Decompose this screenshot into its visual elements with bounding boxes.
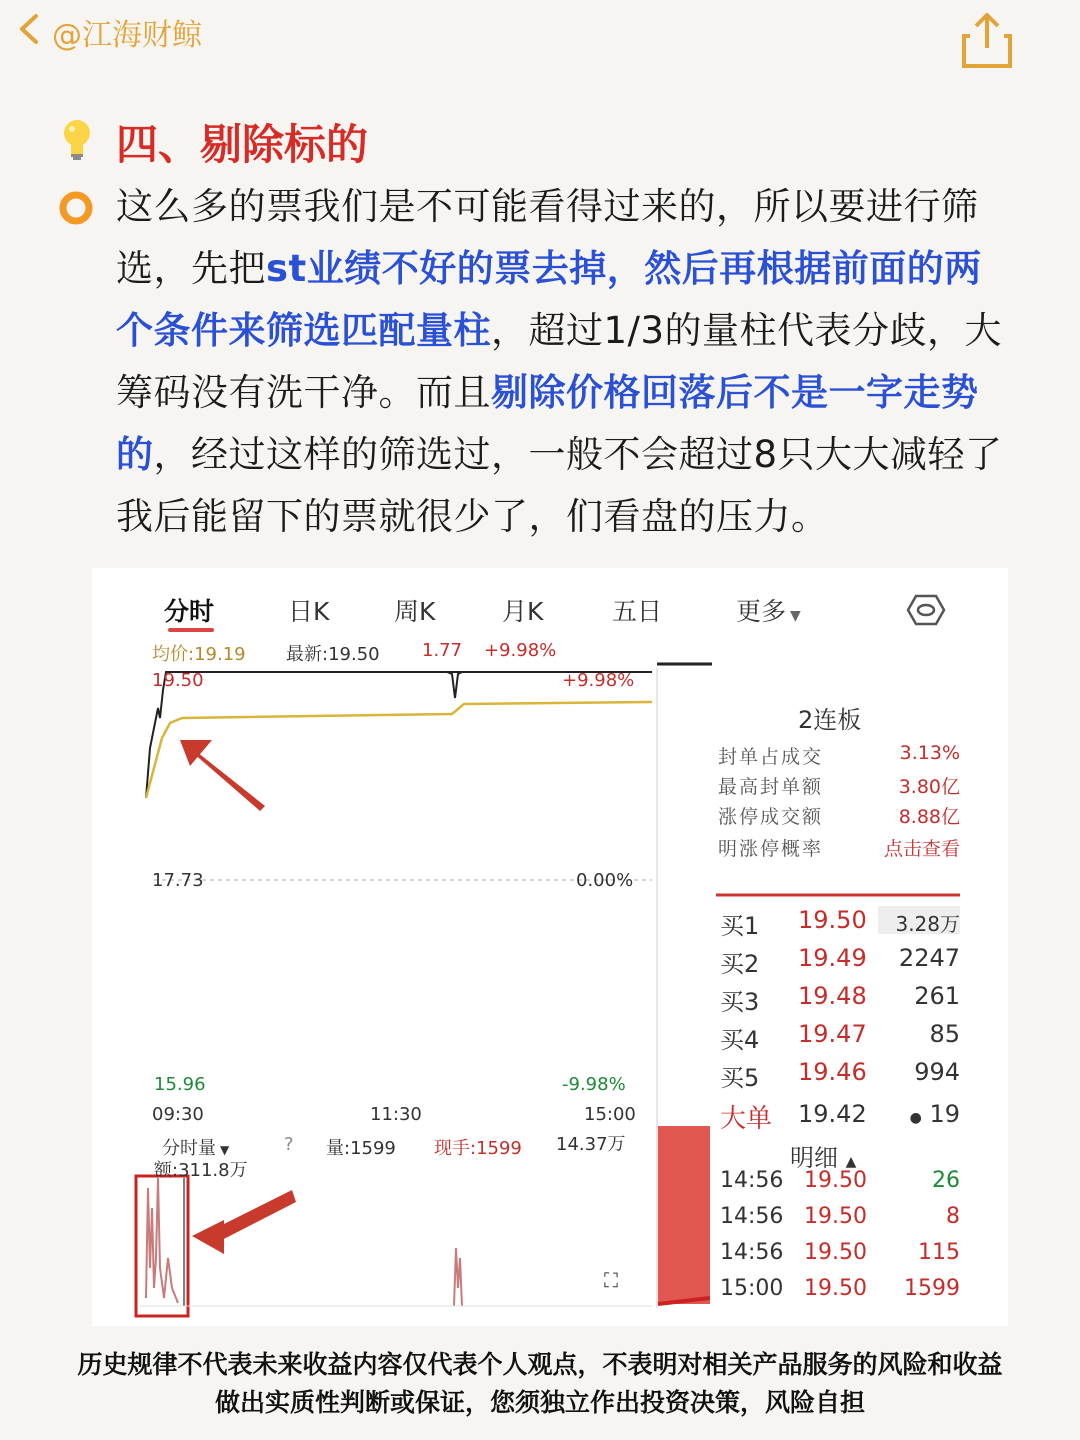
- stat-value: 8.88亿: [898, 806, 960, 828]
- ring-bullet-icon: [58, 190, 94, 226]
- volume-menu-label: 分时量: [162, 1138, 216, 1159]
- price-high-label: 19.50: [152, 670, 204, 691]
- fullscreen-icon[interactable]: ⛶: [604, 1268, 618, 1292]
- chevron-down-icon: ▼: [220, 1143, 230, 1157]
- pct-mid-label: 0.00%: [576, 870, 634, 891]
- tab-intraday[interactable]: 分时: [164, 597, 215, 626]
- up-dot-icon: ●: [909, 1110, 922, 1126]
- stat-value: 3.80亿: [898, 776, 960, 798]
- stat-label: 最高封单额: [718, 776, 824, 798]
- stat-value: 3.13%: [899, 742, 960, 764]
- bid-qty: 85: [929, 1020, 960, 1048]
- board-label: 2连板: [798, 706, 862, 734]
- tab-monthly-k[interactable]: 月K: [502, 597, 544, 626]
- probability-link[interactable]: 点击查看: [883, 838, 960, 860]
- price-low-label: 15.96: [154, 1074, 206, 1095]
- help-icon[interactable]: ?: [284, 1134, 294, 1155]
- latest-price: 最新:19.50: [286, 644, 380, 665]
- price-mid-label: 17.73: [152, 870, 204, 891]
- paragraph-highlight: st业绩不好的票去掉，然后再根据前面的两个条件来筛选匹配量柱: [116, 247, 982, 352]
- big-order-price: 19.42: [798, 1100, 867, 1128]
- time-end: 15:00: [584, 1104, 636, 1125]
- intraday-chart: [92, 568, 1008, 1326]
- disclaimer: [0, 1346, 1080, 1422]
- paragraph-text: ，经过这样的筛选过，一般不会超过8只大大减轻了我后能留下的票就很少了，们看盘的压力。: [116, 433, 1003, 538]
- bid-qty: 261: [914, 982, 960, 1010]
- chevron-up-icon: ▲: [845, 1154, 857, 1170]
- time-mid: 11:30: [370, 1104, 422, 1125]
- paragraph-text: 这么多的票我们是不可能看得过来的，所以要进行筛选，先把: [116, 185, 979, 290]
- bid-label: 买4: [720, 1026, 760, 1054]
- tab-more-label: 更多: [736, 597, 787, 626]
- big-order-qty: [898, 1100, 960, 1128]
- price-change: 1.77: [422, 640, 463, 661]
- time-start: 09:30: [152, 1104, 204, 1125]
- bid-qty: 2247: [898, 944, 960, 972]
- pct-low-label: -9.98%: [562, 1074, 626, 1095]
- volume-value: 量:1599: [326, 1138, 396, 1159]
- trade-time: 14:56: [720, 1204, 784, 1229]
- trade-qty: 8: [946, 1204, 960, 1229]
- bid-label: 买2: [720, 950, 760, 978]
- back-icon[interactable]: [14, 12, 44, 46]
- tab-daily-k[interactable]: 日K: [288, 597, 330, 626]
- trade-qty: 1599: [904, 1276, 960, 1301]
- chevron-down-icon: ▼: [790, 608, 801, 624]
- trade-qty: 115: [918, 1240, 960, 1265]
- disclaimer-line: 做出实质性判断或保证，您须独立作出投资决策，风险自担: [214, 1388, 865, 1417]
- trade-time: 15:00: [720, 1276, 784, 1301]
- current-hand-value: 现手:1599: [434, 1138, 522, 1159]
- tab-weekly-k[interactable]: 周K: [394, 597, 436, 626]
- price-change-pct: +9.98%: [484, 640, 557, 661]
- avg-price: 均价:19.19: [152, 644, 246, 665]
- stock-chart-screenshot: [92, 568, 1008, 1326]
- big-order-label: 大单: [720, 1104, 773, 1134]
- bid-price: 19.50: [798, 906, 867, 934]
- tab-five-day[interactable]: 五日: [612, 597, 663, 626]
- bid-price: 19.47: [798, 1020, 867, 1048]
- detail-label-text: 明细: [790, 1144, 838, 1172]
- bid-price: 19.48: [798, 982, 867, 1010]
- amount-value: 额:311.8万: [154, 1160, 248, 1181]
- trade-qty: 26: [932, 1168, 960, 1193]
- big-order-qty-value: 19: [929, 1100, 960, 1128]
- trade-time: 14:56: [720, 1168, 784, 1193]
- bid-price: 19.49: [798, 944, 867, 972]
- author-name[interactable]: @江海财鲸: [52, 18, 202, 53]
- bid-qty: 3.28万: [895, 912, 960, 936]
- trade-price: 19.50: [804, 1168, 867, 1193]
- trade-price: 19.50: [804, 1276, 867, 1301]
- bid-label: 买3: [720, 988, 760, 1016]
- trade-price: 19.50: [804, 1240, 867, 1265]
- bid-qty: 994: [914, 1058, 960, 1086]
- amount-right: 14.37万: [556, 1134, 626, 1155]
- paragraph-text: ，超过1/3的量柱代表分歧，大筹码没有洗干净。而且: [116, 309, 1003, 414]
- share-icon[interactable]: [958, 10, 1016, 72]
- trade-time: 14:56: [720, 1240, 784, 1265]
- lightbulb-icon: [58, 116, 96, 162]
- section-title: 四、剔除标的: [116, 120, 369, 169]
- pct-high-label: +9.98%: [562, 670, 635, 691]
- body-paragraph: [116, 176, 1016, 548]
- bid-label: 买5: [720, 1064, 760, 1092]
- stat-label: 涨停成交额: [718, 806, 824, 828]
- paragraph-highlight: 剔除价格回落后不是一字走势的: [116, 371, 979, 476]
- disclaimer-line: 历史规律不代表未来收益内容仅代表个人观点，不表明对相关产品服务的风险和收益: [77, 1350, 1003, 1379]
- trade-price: 19.50: [804, 1204, 867, 1229]
- stat-label: 明涨停概率: [718, 838, 824, 860]
- stat-label: 封单占成交: [718, 746, 824, 768]
- bid-label: 买1: [720, 912, 760, 940]
- bid-price: 19.46: [798, 1058, 867, 1086]
